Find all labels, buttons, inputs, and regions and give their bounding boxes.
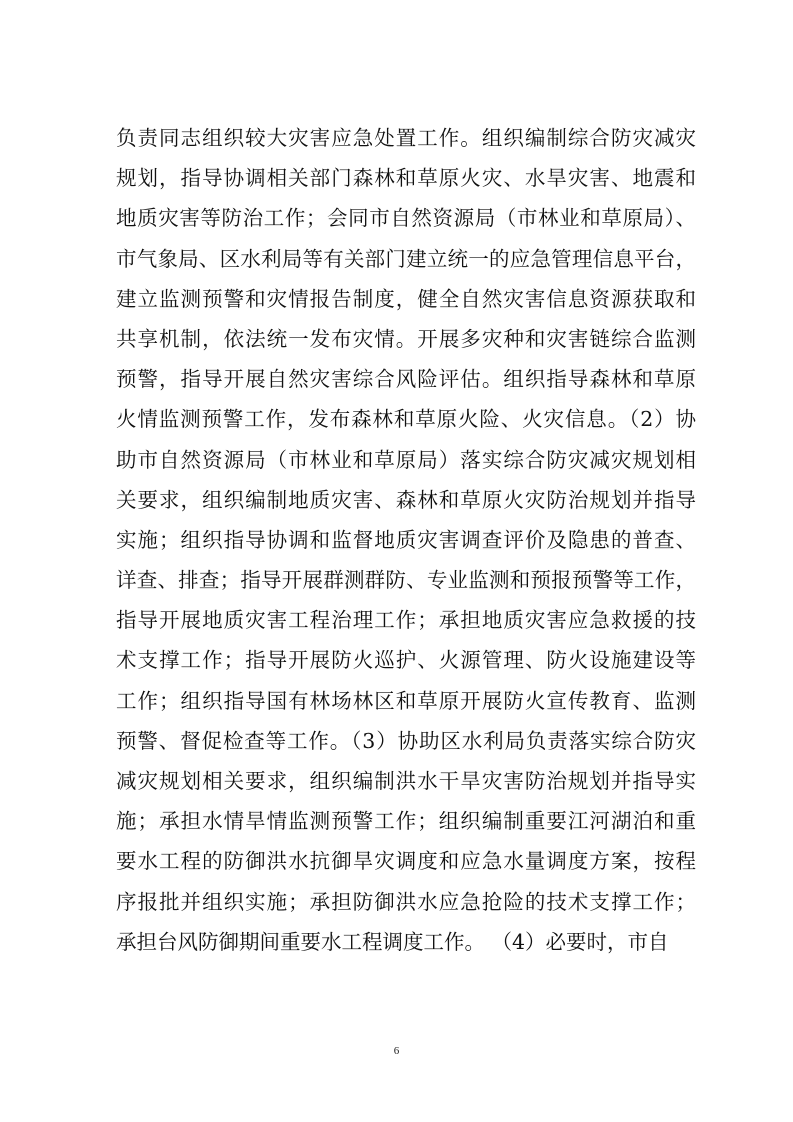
text-line: 关要求，组织编制地质灾害、森林和草原火灾防治规划并指导 bbox=[116, 487, 696, 512]
text-line: 工作；组织指导国有林场林区和草原开展防火宣传教育、监测 bbox=[116, 688, 696, 713]
body-paragraph bbox=[116, 118, 696, 962]
text-line: 助市自然资源局（市林业和草原局）落实综合防灾减灾规划相 bbox=[116, 447, 696, 472]
text-line: 预警、督促检查等工作。（3）协助区水利局负责落实综合防灾 bbox=[116, 728, 696, 753]
text-line: 减灾规划相关要求，组织编制洪水干旱灾害防治规划并指导实 bbox=[116, 769, 696, 793]
text-line: 预警，指导开展自然灾害综合风险评估。组织指导森林和草原 bbox=[116, 367, 696, 392]
text-line: 负责同志组织较大灾害应急处置工作。组织编制综合防灾减灾 bbox=[116, 126, 696, 150]
text-line: 市气象局、区水利局等有关部门建立统一的应急管理信息平台， bbox=[116, 246, 696, 271]
text-line: 序报批并组织实施；承担防御洪水应急抢险的技术支撑工作； bbox=[116, 889, 696, 914]
text-line: 实施；组织指导协调和监督地质灾害调查评价及隐患的普查、 bbox=[116, 527, 696, 552]
text-line: 承担台风防御期间重要水工程调度工作。 （4）必要时，市自 bbox=[116, 929, 669, 954]
text-line: 要水工程的防御洪水抗御旱灾调度和应急水量调度方案，按程 bbox=[116, 849, 696, 874]
text-line: 火情监测预警工作，发布森林和草原火险、火灾信息。（2）协 bbox=[116, 407, 696, 432]
text-line: 指导开展地质灾害工程治理工作；承担地质灾害应急救援的技 bbox=[116, 608, 696, 633]
text-line: 地质灾害等防治工作；会同市自然资源局（市林业和草原局）、 bbox=[116, 206, 696, 231]
page-number: 6 bbox=[393, 1045, 400, 1057]
text-line: 共享机制，依法统一发布灾情。开展多灾种和灾害链综合监测 bbox=[116, 326, 696, 351]
text-line: 施；承担水情旱情监测预警工作；组织编制重要江河湖泊和重 bbox=[116, 809, 696, 834]
text-line: 建立监测预警和灾情报告制度，健全自然灾害信息资源获取和 bbox=[116, 286, 696, 311]
text-line: 规划，指导协调相关部门森林和草原火灾、水旱灾害、地震和 bbox=[116, 166, 696, 191]
text-line: 术支撑工作；指导开展防火巡护、火源管理、防火设施建设等 bbox=[116, 648, 696, 673]
text-line: 详查、排查；指导开展群测群防、专业监测和预报预警等工作， bbox=[116, 568, 696, 593]
